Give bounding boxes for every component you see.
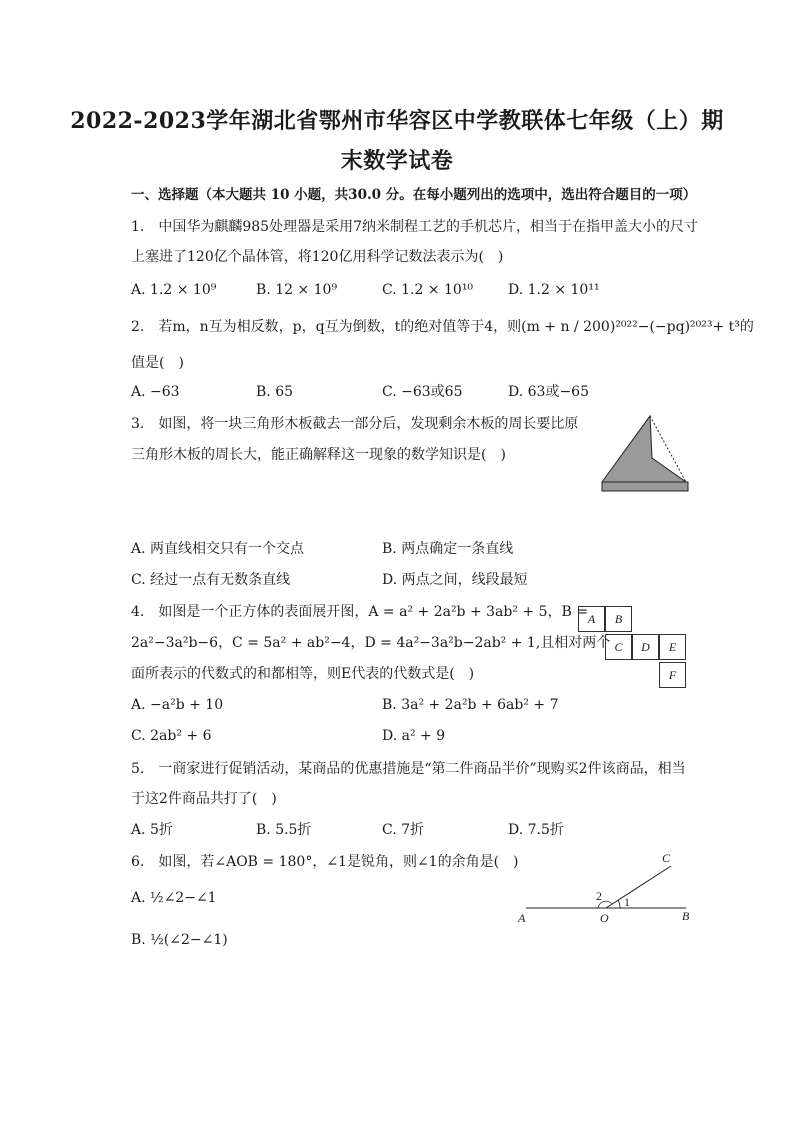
q4-stem-line-2: 2a²−3a²b−6，C = 5a² + ab²−4，D = 4a²−3a²b−2ab² + 1,且相对两个 xyxy=(131,635,611,651)
q4-option-c[interactable]: C. 2ab² + 6 xyxy=(131,728,212,744)
q5-option-c[interactable]: C. 7折 xyxy=(382,822,425,838)
q6-stem-line-1: 6. 如图，若∠AOB = 180°，∠1是锐角，则∠1的余角是( ) xyxy=(131,854,519,870)
q3-option-c[interactable]: C. 经过一点有无数条直线 xyxy=(131,572,291,588)
label-angle-1: 1 xyxy=(624,895,630,909)
net-face-c: C xyxy=(605,634,632,660)
q1-option-d[interactable]: D. 1.2 × 10¹¹ xyxy=(508,282,600,298)
net-face-d: D xyxy=(632,634,659,660)
page-title-line-2: 末数学试卷 xyxy=(340,148,454,174)
q6-option-a[interactable]: A. ½∠2−∠1 xyxy=(131,890,217,906)
q1-stem-line-1: 1. 中国华为麒麟985处理器是采用7纳米制程工艺的手机芯片，相当于在指甲盖大小的尺寸 xyxy=(131,219,698,235)
q4-option-d[interactable]: D. a² + 9 xyxy=(382,728,446,744)
q6-angle-figure xyxy=(516,850,696,926)
q1-stem-line-2: 上塞进了120亿个晶体管，将120亿用科学记数法表示为( ) xyxy=(131,249,504,265)
q6-option-b[interactable]: B. ½(∠2−∠1) xyxy=(131,932,228,948)
net-face-e: E xyxy=(659,634,686,660)
q4-option-a[interactable]: A. −a²b + 10 xyxy=(131,697,224,713)
net-face-f: F xyxy=(659,662,686,688)
label-b: B xyxy=(682,909,690,923)
q2-option-c[interactable]: C. −63或65 xyxy=(382,384,463,400)
q3-option-a[interactable]: A. 两直线相交只有一个交点 xyxy=(131,541,305,557)
net-face-b: B xyxy=(605,606,632,632)
q3-triangle-figure xyxy=(600,414,692,494)
q5-option-a[interactable]: A. 5折 xyxy=(131,822,173,838)
q2-option-d[interactable]: D. 63或−65 xyxy=(508,384,589,400)
net-face-a: A xyxy=(578,606,605,632)
label-angle-2: 2 xyxy=(596,889,602,903)
q1-option-c[interactable]: C. 1.2 × 10¹⁰ xyxy=(382,282,474,298)
section-header: 一、选择题（本大题共 10 小题，共30.0 分。在每小题列出的选项中，选出符合题目的一项） xyxy=(131,187,697,203)
q4-stem-line-1: 4. 如图是一个正方体的表面展开图，A = a² + 2a²b + 3ab² + 5，B = xyxy=(131,604,588,620)
q3-stem-line-1: 3. 如图，将一块三角形木板截去一部分后，发现剩余木板的周长要比原 xyxy=(131,416,579,432)
q5-option-b[interactable]: B. 5.5折 xyxy=(256,822,312,838)
q5-option-d[interactable]: D. 7.5折 xyxy=(508,822,564,838)
q4-option-b[interactable]: B. 3a² + 2a²b + 6ab² + 7 xyxy=(382,697,559,713)
q4-stem-line-3: 面所表示的代数式的和都相等，则E代表的代数式是( ) xyxy=(131,666,475,682)
label-o: O xyxy=(600,911,609,925)
q3-option-d[interactable]: D. 两点之间，线段最短 xyxy=(382,572,528,588)
q2-option-b[interactable]: B. 65 xyxy=(256,384,294,400)
q1-option-b[interactable]: B. 12 × 10⁹ xyxy=(256,282,338,298)
page-title-line-1: 2022-2023学年湖北省鄂州市华容区中学教联体七年级（上）期 xyxy=(70,108,724,134)
q5-stem-line-1: 5. 一商家进行促销活动，某商品的优惠措施是“第二件商品半价”现购买2件该商品，相当 xyxy=(131,761,686,777)
label-a: A xyxy=(518,911,526,925)
label-c: C xyxy=(662,851,671,865)
q2-stem-line-2: 值是( ) xyxy=(131,355,184,371)
q3-option-b[interactable]: B. 两点确定一条直线 xyxy=(382,541,514,557)
q2-stem-line-1: 2. 若m，n互为相反数，p，q互为倒数，t的绝对值等于4，则(m + n / 200)²⁰²²−(−pq)²⁰²³+ t³的 xyxy=(131,319,754,335)
q2-option-a[interactable]: A. −63 xyxy=(131,384,180,400)
q1-option-a[interactable]: A. 1.2 × 10⁹ xyxy=(131,282,217,298)
q5-stem-line-2: 于这2件商品共打了( ) xyxy=(131,791,277,807)
q3-stem-line-2: 三角形木板的周长大，能正确解释这一现象的数学知识是( ) xyxy=(131,447,506,463)
